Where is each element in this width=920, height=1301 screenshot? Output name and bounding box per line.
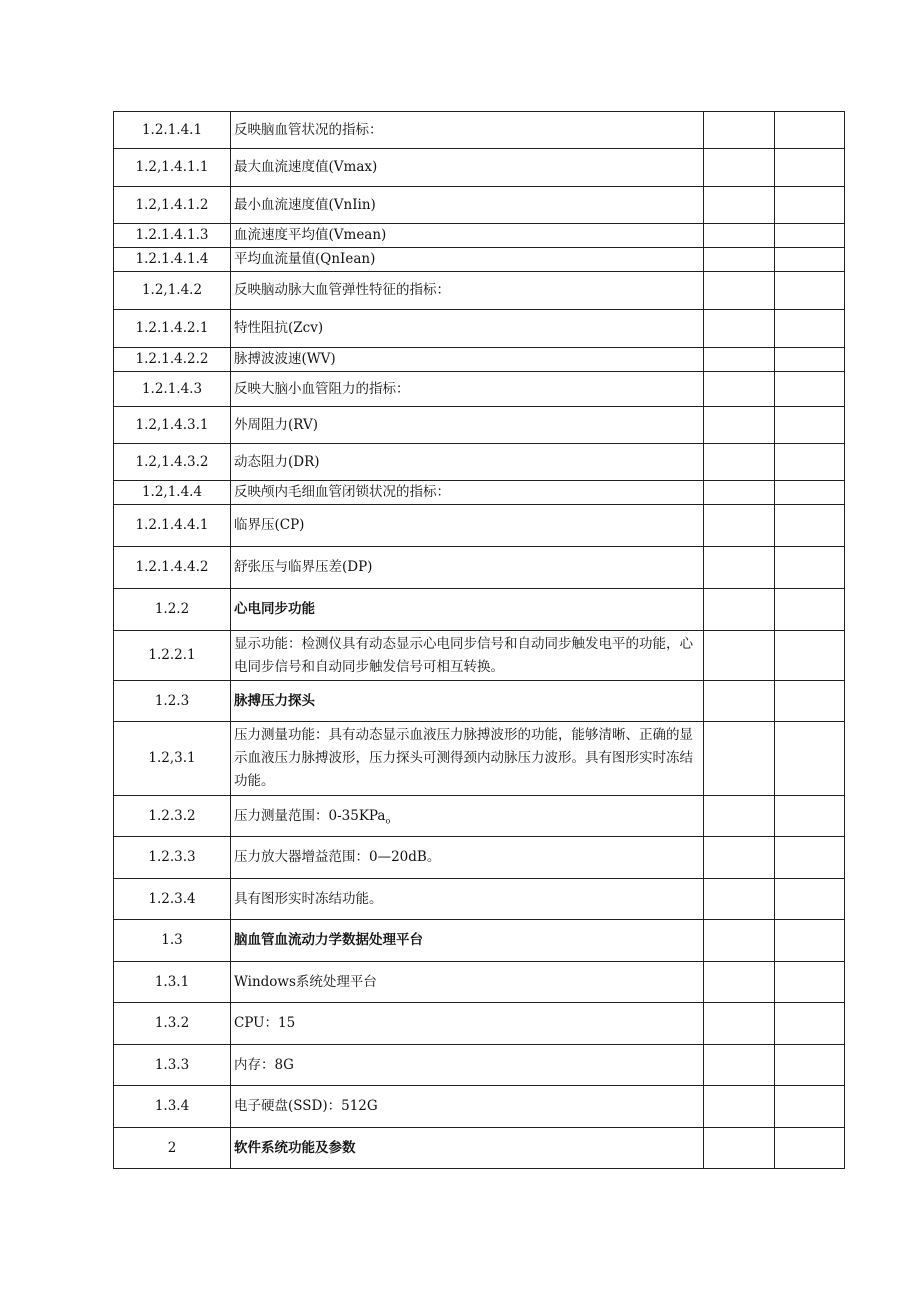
item-number: 1.3 xyxy=(114,920,231,962)
item-number: 1.2.1.4.2.2 xyxy=(114,348,231,372)
empty-cell xyxy=(704,920,775,962)
item-description xyxy=(231,631,704,681)
empty-cell xyxy=(704,481,775,505)
empty-cell xyxy=(704,372,775,407)
empty-cell xyxy=(775,681,845,722)
empty-cell xyxy=(704,348,775,372)
empty-cell xyxy=(775,962,845,1003)
item-description xyxy=(231,149,704,187)
item-text: 舒张压与临界压差(DP) xyxy=(234,559,373,575)
item-description xyxy=(231,224,704,248)
item-description xyxy=(231,1045,704,1086)
empty-cell xyxy=(704,1128,775,1169)
item-number: 1.2.1.4.4.1 xyxy=(114,505,231,547)
item-description xyxy=(231,722,704,796)
section-heading xyxy=(231,589,704,631)
item-text: 压力放大器增益范围：0—20dB。 xyxy=(234,849,441,865)
empty-cell xyxy=(704,224,775,248)
item-number: 1.2.3.4 xyxy=(114,879,231,920)
table-row xyxy=(114,722,845,796)
item-text: 显示功能：检测仪具有动态显示心电同步信号和自动同步触发电平的功能，心电同步信号和自动同步触发信号可相互转换。 xyxy=(234,635,693,675)
item-description xyxy=(231,187,704,224)
table-row xyxy=(114,310,845,348)
empty-cell xyxy=(704,248,775,272)
table-row xyxy=(114,272,845,310)
item-text: 电子硬盘(SSD)：512G xyxy=(234,1098,378,1114)
empty-cell xyxy=(775,631,845,681)
item-number: 1.3.1 xyxy=(114,962,231,1003)
empty-cell xyxy=(704,444,775,481)
empty-cell xyxy=(704,681,775,722)
table-row xyxy=(114,547,845,589)
item-number: 1.2,1.4.3.1 xyxy=(114,407,231,444)
item-suffix: o xyxy=(385,816,391,826)
empty-cell xyxy=(704,505,775,547)
table-row xyxy=(114,962,845,1003)
empty-cell xyxy=(775,444,845,481)
empty-cell xyxy=(775,547,845,589)
item-text: 反映颅内毛细血管闭锁状况的指标： xyxy=(234,484,450,500)
empty-cell xyxy=(775,224,845,248)
item-description xyxy=(231,1003,704,1045)
empty-cell xyxy=(704,589,775,631)
empty-cell xyxy=(704,837,775,879)
item-description xyxy=(231,837,704,879)
empty-cell xyxy=(704,272,775,310)
item-text: 压力测量功能：具有动态显示血液压力脉搏波形的功能，能够清晰、正确的显示血液压力脉搏波形，压力探头可测得颈内动脉压力波形。具有图形实时冻结功能。 xyxy=(234,727,693,789)
table-row xyxy=(114,372,845,407)
table-row xyxy=(114,149,845,187)
empty-cell xyxy=(775,1128,845,1169)
item-number: 1.2.1.4.2.1 xyxy=(114,310,231,348)
item-text: Windows系统处理平台 xyxy=(234,973,377,990)
empty-cell xyxy=(775,589,845,631)
item-number: 1.2.1.4.3 xyxy=(114,372,231,407)
item-description xyxy=(231,962,704,1003)
table-row xyxy=(114,348,845,372)
empty-cell xyxy=(704,310,775,348)
item-text: 平均血流量值(QnIean) xyxy=(234,251,376,267)
item-text: 压力测量范围：0-35KPa xyxy=(234,807,386,824)
table-row xyxy=(114,1003,845,1045)
item-description xyxy=(231,547,704,589)
item-text: 内存：8G xyxy=(234,1056,294,1073)
item-text: CPU：15 xyxy=(234,1015,296,1031)
item-description xyxy=(231,444,704,481)
item-description xyxy=(231,879,704,920)
table-row xyxy=(114,187,845,224)
item-number: 1.2.3.2 xyxy=(114,796,231,837)
table-row xyxy=(114,837,845,879)
item-number: 1.2,1.4.4 xyxy=(114,481,231,505)
empty-cell xyxy=(704,1086,775,1128)
empty-cell xyxy=(775,272,845,310)
item-number: 1.2,1.4.1.1 xyxy=(114,149,231,187)
empty-cell xyxy=(775,187,845,224)
table-row xyxy=(114,1086,845,1128)
item-number: 1.2,1.4.1.2 xyxy=(114,187,231,224)
item-number: 2 xyxy=(114,1128,231,1169)
item-text: 反映脑血管状况的指标： xyxy=(234,121,383,138)
item-number: 1.3.4 xyxy=(114,1086,231,1128)
section-heading xyxy=(231,1128,704,1169)
empty-cell xyxy=(775,505,845,547)
item-number: 1.2.3 xyxy=(114,681,231,722)
table-row xyxy=(114,631,845,681)
empty-cell xyxy=(775,796,845,837)
item-text: 临界压(CP) xyxy=(234,517,305,533)
empty-cell xyxy=(704,962,775,1003)
item-text: 脉搏波波速(WV) xyxy=(234,351,336,367)
empty-cell xyxy=(775,348,845,372)
empty-cell xyxy=(704,407,775,444)
empty-cell xyxy=(775,722,845,796)
empty-cell xyxy=(775,879,845,920)
table-row xyxy=(114,224,845,248)
item-number: 1.2,1.4.2 xyxy=(114,272,231,310)
item-description xyxy=(231,407,704,444)
item-number: 1.2.1.4.1.4 xyxy=(114,248,231,272)
empty-cell xyxy=(775,1003,845,1045)
table-row xyxy=(114,444,845,481)
item-number: 1.3.3 xyxy=(114,1045,231,1086)
item-text: 反映大脑小血管阻力的指标： xyxy=(234,380,410,397)
empty-cell xyxy=(704,796,775,837)
table-row xyxy=(114,1045,845,1086)
item-number: 1.2.2 xyxy=(114,589,231,631)
item-description xyxy=(231,248,704,272)
item-number: 1.2.1.4.4.2 xyxy=(114,547,231,589)
item-text: 特性阻抗(Zcv) xyxy=(234,320,324,336)
table-row xyxy=(114,505,845,547)
empty-cell xyxy=(704,1003,775,1045)
empty-cell xyxy=(775,310,845,348)
item-text: 最小血流速度值(VnIin) xyxy=(234,196,376,213)
item-description xyxy=(231,1086,704,1128)
empty-cell xyxy=(775,481,845,505)
item-number: 1.2.1.4.1 xyxy=(114,112,231,149)
item-text: 最大血流速度值(Vmax) xyxy=(234,159,378,175)
item-description xyxy=(231,310,704,348)
empty-cell xyxy=(775,149,845,187)
item-description xyxy=(231,505,704,547)
item-text: 脉搏压力探头 xyxy=(234,692,315,709)
item-number: 1.2.2.1 xyxy=(114,631,231,681)
spec-table-body xyxy=(114,112,845,1169)
empty-cell xyxy=(775,112,845,149)
table-row xyxy=(114,879,845,920)
item-text: 软件系统功能及参数 xyxy=(234,1139,356,1156)
item-number: 1.2,1.4.3.2 xyxy=(114,444,231,481)
table-row xyxy=(114,796,845,837)
item-number: 1.3.2 xyxy=(114,1003,231,1045)
table-row xyxy=(114,481,845,505)
empty-cell xyxy=(704,149,775,187)
table-row xyxy=(114,589,845,631)
empty-cell xyxy=(775,372,845,407)
item-description xyxy=(231,112,704,149)
empty-cell xyxy=(775,920,845,962)
table-row xyxy=(114,1128,845,1169)
item-description xyxy=(231,796,704,837)
item-description xyxy=(231,481,704,505)
item-text: 外周阻力(RV) xyxy=(234,416,318,433)
item-description xyxy=(231,348,704,372)
item-number: 1.2.1.4.1.3 xyxy=(114,224,231,248)
table-row xyxy=(114,407,845,444)
empty-cell xyxy=(775,407,845,444)
item-number: 1.2,3.1 xyxy=(114,722,231,796)
spec-table xyxy=(113,111,845,1169)
item-description xyxy=(231,372,704,407)
table-row xyxy=(114,920,845,962)
item-text: 具有图形实时冻结功能。 xyxy=(234,890,383,907)
table-row xyxy=(114,681,845,722)
empty-cell xyxy=(775,248,845,272)
empty-cell xyxy=(704,722,775,796)
empty-cell xyxy=(704,112,775,149)
item-text: 心电同步功能 xyxy=(234,601,315,617)
item-text: 血流速度平均值(Vmean) xyxy=(234,227,387,243)
table-row xyxy=(114,248,845,272)
table-row xyxy=(114,112,845,149)
empty-cell xyxy=(775,837,845,879)
empty-cell xyxy=(704,879,775,920)
item-number: 1.2.3.3 xyxy=(114,837,231,879)
empty-cell xyxy=(704,187,775,224)
empty-cell xyxy=(775,1045,845,1086)
item-text: 动态阻力(DR) xyxy=(234,453,320,470)
empty-cell xyxy=(775,1086,845,1128)
empty-cell xyxy=(704,631,775,681)
section-heading xyxy=(231,681,704,722)
item-description xyxy=(231,272,704,310)
section-heading xyxy=(231,920,704,962)
empty-cell xyxy=(704,547,775,589)
item-text: 反映脑动脉大血管弹性特征的指标： xyxy=(234,282,450,298)
item-text: 脑血管血流动力学数据处理平台 xyxy=(234,932,423,948)
empty-cell xyxy=(704,1045,775,1086)
